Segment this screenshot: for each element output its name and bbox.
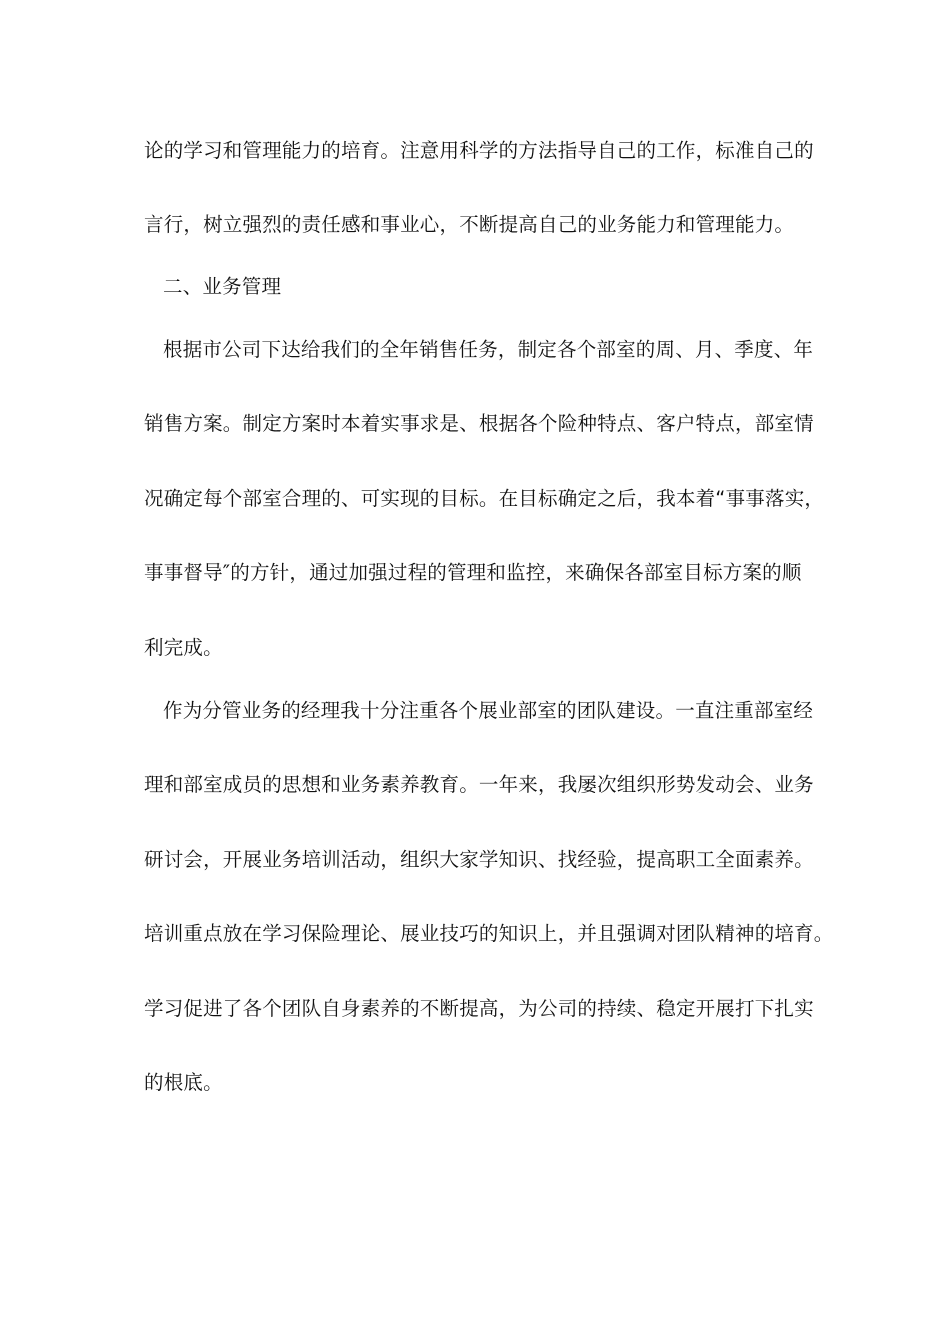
paragraph-2-line-5: 利完成。 xyxy=(144,636,223,659)
paragraph-2-line-4: 事事督导″的方针，通过加强过程的管理和监控，来确保各部室目标方案的顺 xyxy=(144,561,802,584)
paragraph-2-line-1: 根据市公司下达给我们的全年销售任务，制定各个部室的周、月、季度、年 xyxy=(163,338,814,361)
paragraph-3-line-2: 理和部室成员的思想和业务素养教育。一年来，我屡次组织形势发动会、业务 xyxy=(144,773,814,796)
paragraph-1-line-2: 言行，树立强烈的责任感和事业心，不断提高自己的业务能力和管理能力。 xyxy=(144,213,795,236)
paragraph-2-line-3: 况确定每个部室合理的、可实现的目标。在目标确定之后，我本着“事事落实， xyxy=(144,487,825,510)
paragraph-3-line-3: 研讨会，开展业务培训活动，组织大家学知识、找经验，提高职工全面素养。 xyxy=(144,848,814,871)
paragraph-3-line-1: 作为分管业务的经理我十分注重各个展业部室的团队建设。一直注重部室经 xyxy=(163,699,814,722)
paragraph-3-line-5: 学习促进了各个团队自身素养的不断提高，为公司的持续、稳定开展打下扎实 xyxy=(144,997,814,1020)
paragraph-3-line-6: 的根底。 xyxy=(144,1071,223,1094)
section-heading: 二、业务管理 xyxy=(163,275,282,298)
paragraph-3-line-4: 培训重点放在学习保险理论、展业技巧的知识上，并且强调对团队精神的培育。 xyxy=(144,922,834,945)
paragraph-1-line-1: 论的学习和管理能力的培育。注意用科学的方法指导自己的工作，标准自己的 xyxy=(144,139,814,162)
paragraph-2-line-2: 销售方案。制定方案时本着实事求是、根据各个险种特点、客户特点，部室情 xyxy=(144,412,814,435)
